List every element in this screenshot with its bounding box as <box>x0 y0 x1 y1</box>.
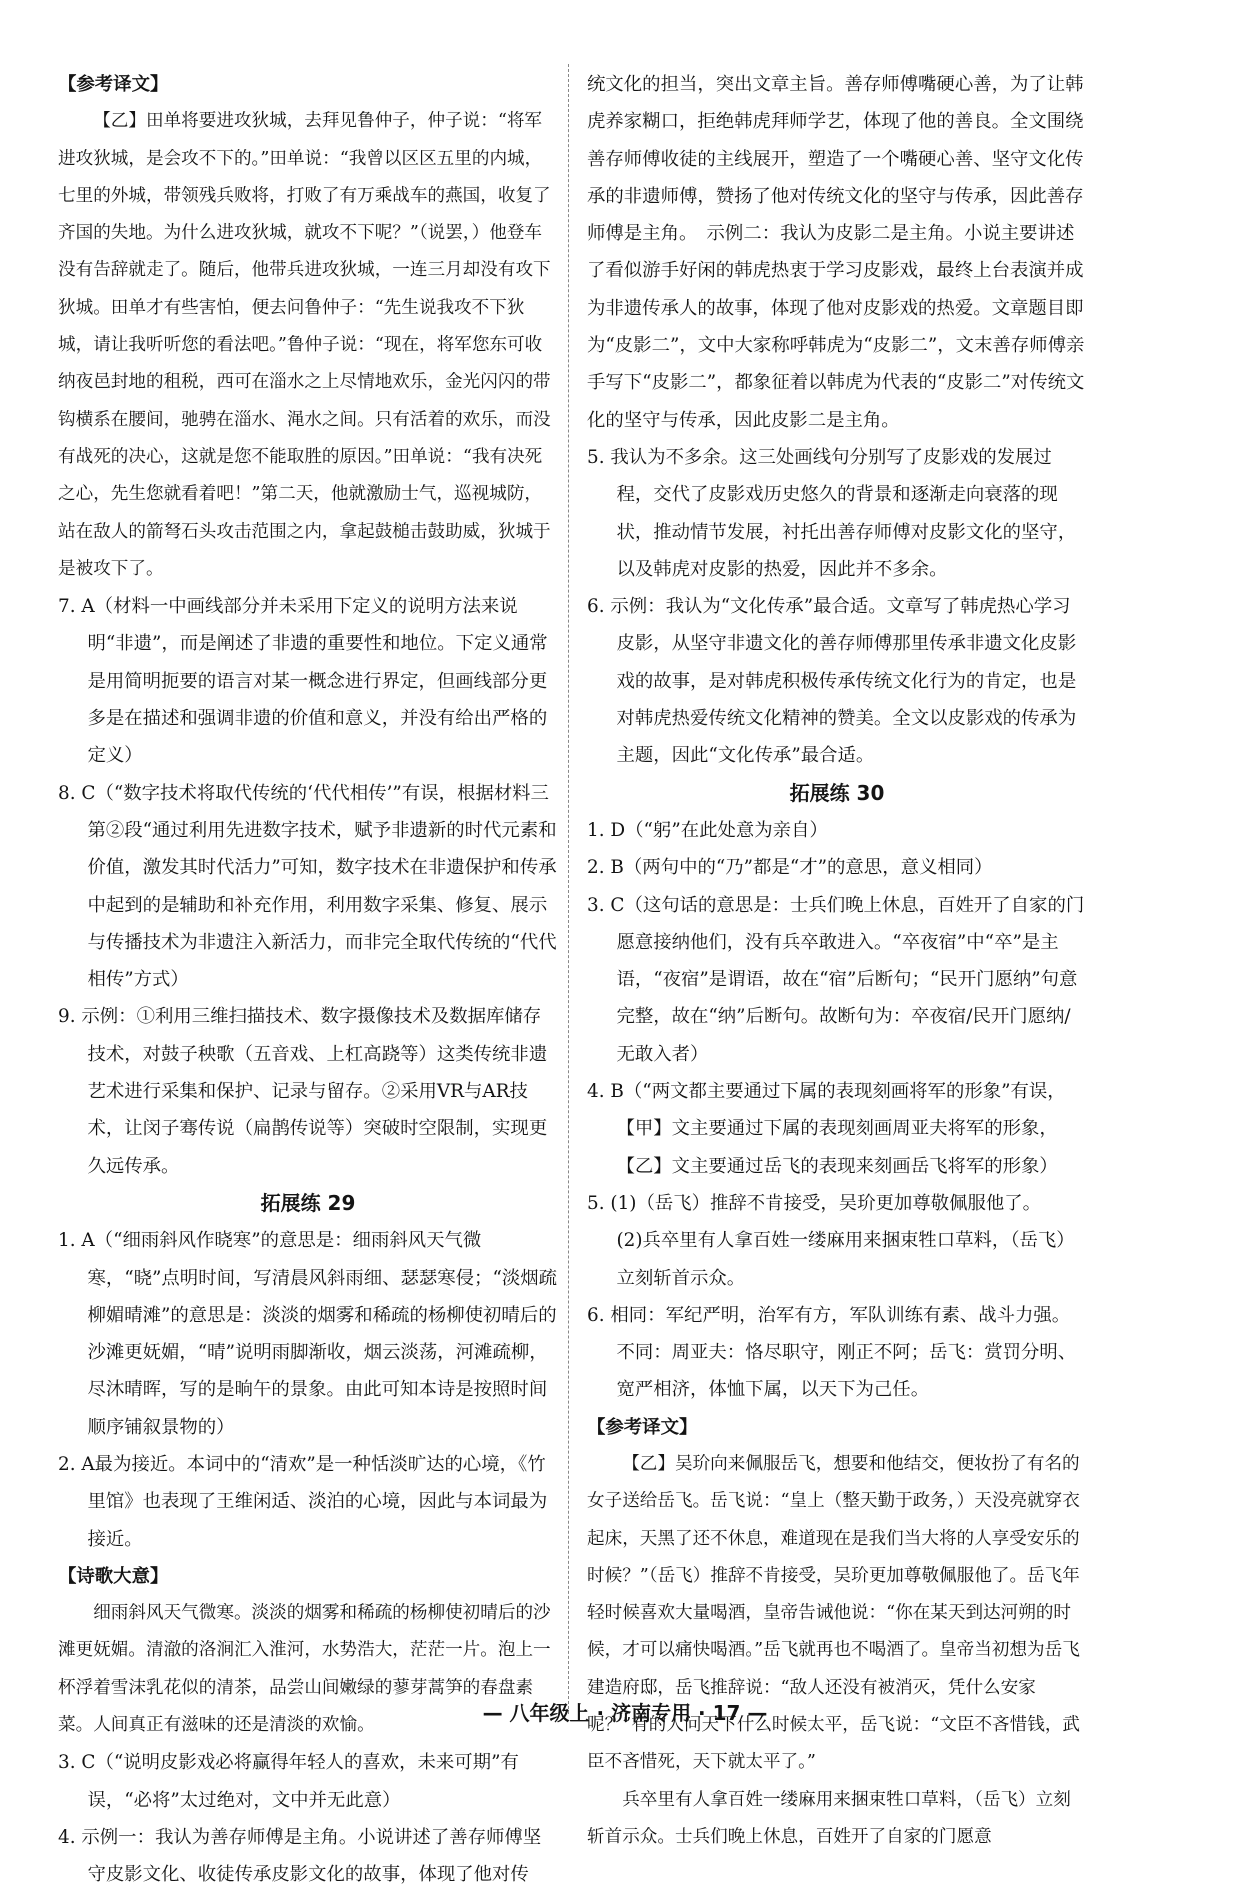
reference-translation-text: 【乙】田单将要进攻狄城，去拜见鲁仲子，仲子说：“将军进攻狄城，是会攻不下的。”田单说：“我曾以区区五里的内城，七里的外城，带领残兵败将，打败了有万乘战车的燕国，收复了齐国的失地。为什么进攻狄城，就攻不下呢？”（说罢，）他登车没有告辞就走了。随后，他带兵进攻狄城，一连三月却没有攻下狄城。田单才有些害怕，便去问鲁仲子：“先生说我攻不下狄城，请让我听听您的看法吧。”鲁仲子说：“现在，将军您东可收纳夜邑封地的租税，西可在淄水之上尽情地欢乐，金光闪闪的带钩横系在腰间，驰骋在淄水、渑水之间。只有活着的欢乐，而没有战死的决心，这就是您不能取胜的原因。”田单说：“我有决死之心，先生您就看着吧！”第二天，他就激励士气，巡视城防，站在敌人的箭弩石头攻击范围之内，拿起鼓槌击鼓助威，狄城于是被攻下了。 <box>58 111 551 579</box>
s29-answer-q1: 1. A（“细雨斜风作晓寒”的意思是：细雨斜风天气微寒，“晓”点明时间，写清晨风斜雨细、瑟瑟寒侵；“淡烟疏柳媚晴滩”的意思是：淡淡的烟雾和稀疏的杨柳使初晴后的沙滩更妩媚，“晴”说明雨脚渐收，烟云淡荡，河滩疏柳，尽沐晴晖，写的是晌午的景象。由此可知本诗是按照时间顺序铺叙景物的） <box>58 1230 558 1438</box>
s29-answer-q4-continued: 统文化的担当，突出文章主旨。善存师傅嘴硬心善，为了让韩虎养家糊口，拒绝韩虎拜师学艺，体现了他的善良。全文围绕善存师傅收徒的主线展开，塑造了一个嘴硬心善、坚守文化传承的非遗师傅，赞扬了他对传统文化的坚守与传承，因此善存师傅是主角。 示例二：我认为皮影二是主角。小说主要讲述了看似游手好闲的韩虎热衷于学习皮影戏，最终上台表演并成为非遗传承人的故事，体现了他对皮影戏的热爱。文章题目即为“皮影二”，文中大家称呼韩虎为“皮影二”，文末善存师傅亲手写下“皮影二”，都象征着以韩虎为代表的“皮影二”对传统文化的坚守与传承，因此皮影二是主角。 <box>587 74 1085 431</box>
s30-answer-q1: 1. D（“躬”在此处意为亲自） <box>587 819 828 841</box>
column-divider <box>568 64 569 1714</box>
poem-meaning-text: 细雨斜风天气微寒。淡淡的烟雾和稀疏的杨柳使初晴后的沙滩更妩媚。清澈的洛涧汇入淮河，水势浩大，茫茫一片。泡上一杯浮着雪沫乳花似的清茶，品尝山间嫩绿的蓼芽蒿笋的春盘素菜。人间真正有滋味的还是清淡的欢愉。 <box>58 1603 551 1736</box>
s29-answer-q3: 3. C（“说明皮影戏必将赢得年轻人的喜欢，未来可期”有误，“必将”太过绝对，文中并无此意） <box>58 1752 519 1811</box>
answer-q9: 9. 示例：①利用三维扫描技术、数字摄像技术及数据库储存技术，对鼓子秧歌（五音戏、上杠高跷等）这类传统非遗艺术进行采集和保护、记录与留存。②采用VR与AR技术，让闵子骞传说（扁鹊传说等）突破时空限制，实现更久远传承。 <box>58 1006 548 1177</box>
section-title-29: 拓展练 29 <box>260 1190 356 1215</box>
right-column <box>587 66 1087 1856</box>
s30-answer-q5-part1: 5. (1)（岳飞）推辞不肯接受，吴玠更加尊敬佩服他了。 <box>587 1192 1042 1214</box>
answer-q8: 8. C（“数字技术将取代传统的‘代代相传’”有误，根据材料三第②段“通过利用先进数字技术，赋予非遗新的时代元素和价值，激发其时代活力”可知，数字技术在非遗保护和传承中起到的是辅助和补充作用，利用数字采集、修复、展示与传播技术为非遗注入新活力，而非完全取代传统的“代代相传”方式） <box>58 782 557 991</box>
s29-answer-q5: 5. 我认为不多余。这三处画线句分别写了皮影戏的发展过程，交代了皮影戏历史悠久的背景和逐渐走向衰落的现状，推动情节发展，衬托出善存师傅对皮影文化的坚守，以及韩虎对皮影的热爱，因此并不多余。 <box>587 446 1077 580</box>
reference-translation-block <box>58 103 558 588</box>
s30-answer-q5-part2: (2)兵卒里有人拿百姓一缕麻用来捆束牲口草料，（岳飞）立刻斩首示众。 <box>616 1230 1075 1289</box>
s29-answer-q6: 6. 示例：我认为“文化传承”最合适。文章写了韩虎热心学习皮影，从坚守非遗文化的善存师傅那里传承非遗文化皮影戏的故事，是对韩虎积极传承传统文化行为的肯定，也是对韩虎热爱传统文化精神的赞美。全文以皮影戏的传承为主题，因此“文化传承”最合适。 <box>587 596 1077 767</box>
left-column <box>58 66 558 1894</box>
s29-answer-q2: 2. A最为接近。本词中的“清欢”是一种恬淡旷达的心境，《竹里馆》也表现了王维闲适、淡泊的心境，因此与本词最为接近。 <box>58 1453 548 1550</box>
poem-meaning-heading: 【诗歌大意】 <box>58 1565 169 1587</box>
answer-q7: 7. A（材料一中画线部分并未采用下定义的说明方法来说明“非遗”，而是阐述了非遗的重要性和地位。下定义通常是用简明扼要的语言对某一概念进行界定，但画线部分更多是在描述和强调非遗的价值和意义，并没有给出严格的定义） <box>58 596 548 767</box>
reference-translation-paragraph-1: 【乙】吴玠向来佩服岳飞，想要和他结交，便妆扮了有名的女子送给岳飞。岳飞说：“皇上（整天勤于政务，）天没亮就穿衣起床，天黑了还不休息，难道现在是我们当大将的人享受安乐的时候？”（岳飞）推辞不肯接受，吴玠更加尊敬佩服他了。岳飞年轻时候喜欢大量喝酒，皇帝告诫他说：“你在某天到达河朔的时候，才可以痛快喝酒。”岳飞就再也不喝酒了。皇帝当初想为岳飞建造府邸，岳飞推辞说：“敌人还没有被消灭，凭什么安家呢？”有的人问天下什么时候太平，岳飞说：“文臣不吝惜钱，武臣不吝惜死，天下就太平了。” <box>587 1453 1081 1773</box>
reference-translation-block-2 <box>587 1446 1087 1856</box>
s29-answer-q4: 4. 示例一：我认为善存师傅是主角。小说讲述了善存师傅坚守皮影文化、收徒传承皮影文化的故事，体现了他对传 <box>58 1826 542 1886</box>
reference-translation-paragraph-2: 兵卒里有人拿百姓一缕麻用来捆束牲口草料，（岳飞）立刻斩首示众。士兵们晚上休息，百姓开了自家的门愿意 <box>587 1789 1071 1847</box>
s30-answer-q2: 2. B（两句中的“乃”都是“才”的意思，意义相同） <box>587 857 993 879</box>
s30-answer-q6-part2: 不同：周亚夫：恪尽职守，刚正不阿；岳飞：赏罚分明、宽严相济，体恤下属，以天下为己任。 <box>616 1342 1077 1401</box>
s30-answer-q3: 3. C（这句话的意思是：士兵们晚上休息，百姓开了自家的门愿意接纳他们，没有兵卒敢进入。“卒夜宿”中“卒”是主语，“夜宿”是谓语，故在“宿”后断句；“民开门愿纳”句意完整，故在“纳”后断句。故断句为：卒夜宿/民开门愿纳/无敢入者） <box>587 894 1085 1065</box>
s30-answer-q4: 4. B（“两文都主要通过下属的表现刻画将军的形象”有误，【甲】文主要通过下属的表现刻画周亚夫将军的形象，【乙】文主要通过岳飞的表现来刻画岳飞将军的形象） <box>587 1081 1066 1177</box>
reference-translation-heading-2: 【参考译文】 <box>587 1416 698 1438</box>
reference-translation-heading: 【参考译文】 <box>58 74 169 95</box>
page-footer: — 八年级上 · 济南专用 · 17 — <box>482 1701 768 1725</box>
s30-answer-q6-part1: 6. 相同：军纪严明，治军有方，军队训练有素、战斗力强。 <box>587 1304 1071 1326</box>
section-title-30: 拓展练 30 <box>789 780 885 805</box>
